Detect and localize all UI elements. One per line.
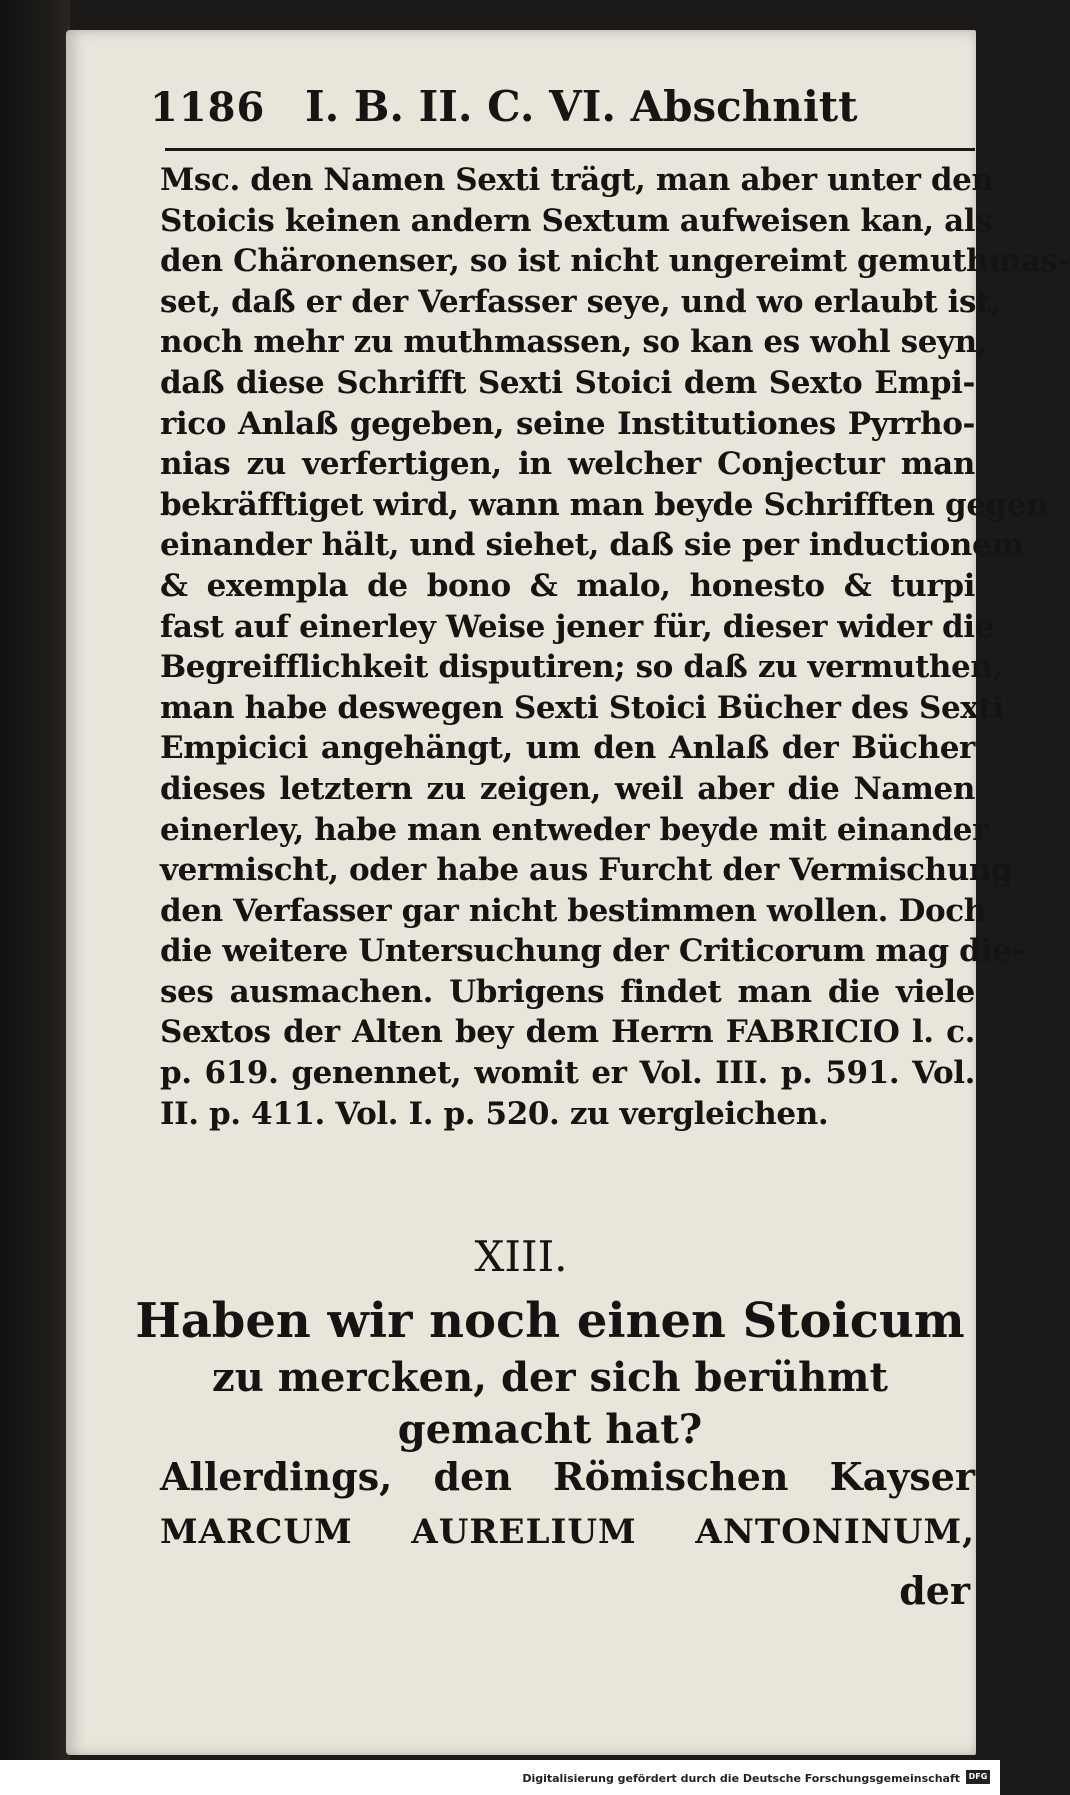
text-line: noch mehr zu muthmassen, so kan es wohl seyn, xyxy=(160,324,988,361)
text-line: Msc. den Namen Sexti trägt, man aber unter den xyxy=(160,162,994,198)
digitization-footer xyxy=(0,1760,1000,1795)
heading-line: zu mercken, der sich berühmt xyxy=(212,1354,888,1401)
text-line: fast auf einerley Weise jener für, dieser wider die xyxy=(160,608,994,645)
heading-line: Haben wir noch einen Stoicum xyxy=(135,1293,965,1349)
text-line: rico Anlaß gegeben, seine Institutiones Pyrrho- xyxy=(160,405,975,442)
funding-note: Digitalisierung gefördert durch die Deutsche Forschungsgemeinschaft xyxy=(522,1772,960,1785)
text-line: set, daß er der Verfasser seye, und wo erlaubt ist, xyxy=(160,283,1001,320)
answer-line: Allerdings, den Römischen Kayser xyxy=(160,1454,975,1499)
page-number: 1186 xyxy=(150,84,266,131)
section-number: XIII. xyxy=(474,1232,568,1281)
text-line: Empicici angehängt, um den Anlaß der Bücher xyxy=(160,730,975,767)
text-line: man habe deswegen Sexti Stoici Bücher des Sexti xyxy=(160,689,1004,726)
body-paragraph xyxy=(160,160,1070,1134)
text-line: einerley, habe man entweder beyde mit einander xyxy=(160,811,989,848)
book-spine-shadow xyxy=(0,0,70,1760)
text-line: Stoicis keinen andern Sextum aufweisen kan, als xyxy=(160,202,993,239)
text-line: p. 619. genennet, womit er Vol. III. p. 591. Vol. xyxy=(160,1055,975,1092)
answer-paragraph xyxy=(160,1450,975,1560)
text-line: nias zu verfertigen, in welcher Conjectur man xyxy=(160,446,975,483)
text-line: II. p. 411. Vol. I. p. 520. zu vergleichen. xyxy=(160,1095,829,1132)
heading-line: gemacht hat? xyxy=(397,1406,703,1453)
answer-line-name: MARCUM AURELIUM ANTONINUM, xyxy=(160,1512,975,1552)
text-line: den Verfasser gar nicht bestimmen wollen. Doch xyxy=(160,892,986,929)
dfg-logo: DFG xyxy=(966,1770,990,1784)
text-line: einander hält, und siehet, daß sie per inductionem xyxy=(160,527,1024,564)
text-line: bekräfftiget wird, wann man beyde Schrifften gegen xyxy=(160,486,1049,523)
text-line: die weitere Untersuchung der Criticorum mag die- xyxy=(160,933,1024,970)
catchword: der xyxy=(899,1568,970,1613)
section-heading xyxy=(120,1290,980,1456)
page-header xyxy=(150,78,970,148)
text-line: vermischt, oder habe aus Furcht der Vermischung xyxy=(160,852,1013,889)
text-line: Begreifflichkeit disputiren; so daß zu vermuthen, xyxy=(160,649,1003,686)
text-line: daß diese Schrifft Sexti Stoici dem Sexto Empi- xyxy=(160,364,975,401)
text-line: den Chäronenser, so ist nicht ungereimt gemuthmas- xyxy=(160,243,1070,280)
running-head: I. B. II. C. VI. Abschnitt xyxy=(305,82,858,131)
text-line: Sextos der Alten bey dem Herrn FABRICIO l. c. xyxy=(160,1014,975,1051)
text-line: ses ausmachen. Ubrigens findet man die viele xyxy=(160,973,975,1010)
header-rule xyxy=(165,148,975,151)
text-line: dieses letztern zu zeigen, weil aber die Namen xyxy=(160,770,975,807)
text-line: & exempla de bono & malo, honesto & turpi xyxy=(160,567,975,604)
